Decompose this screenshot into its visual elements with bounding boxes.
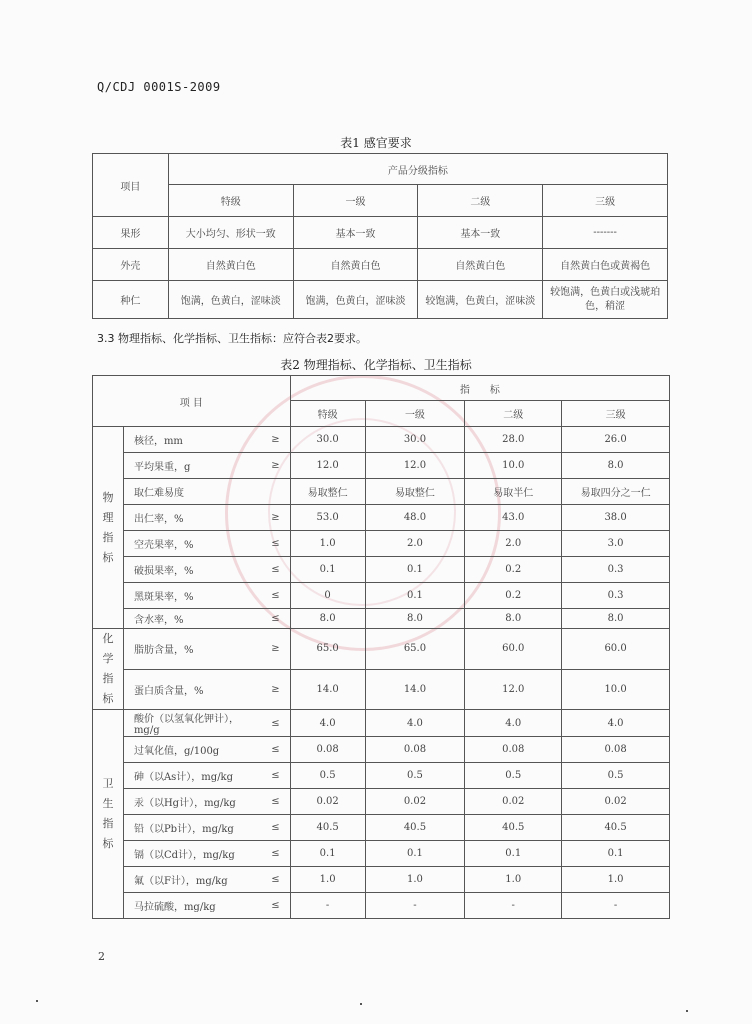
row-label: 马拉硫酸，mg/kg <box>123 893 258 919</box>
table-cell: 4.0 <box>290 710 365 737</box>
table-cell: 0.5 <box>562 763 670 789</box>
table-row <box>93 629 670 670</box>
table2-grade-header: 三级 <box>562 401 670 427</box>
table-cell: 自然黄白色或黄褐色 <box>543 249 668 281</box>
table2-grade-header: 二级 <box>465 401 562 427</box>
table1-grade-header: 一级 <box>293 185 418 217</box>
table-cell: 0 <box>290 583 365 609</box>
table-cell: 0.2 <box>465 583 562 609</box>
table-cell: 40.5 <box>290 815 365 841</box>
table-cell: 60.0 <box>465 629 562 670</box>
table1-grade-header: 二级 <box>418 185 543 217</box>
table-cell: 1.0 <box>562 867 670 893</box>
comparison-operator: ≤ <box>258 815 290 841</box>
table1-caption: 表1 感官要求 <box>340 136 412 150</box>
table-cell: 较饱满，色黄白，涩味淡 <box>418 281 543 319</box>
table-cell: - <box>562 893 670 919</box>
table-cell: 60.0 <box>562 629 670 670</box>
comparison-operator: ≤ <box>258 789 290 815</box>
group-label: 化 学 指 标 <box>93 629 124 710</box>
table-row <box>93 427 670 453</box>
table-row <box>93 453 670 479</box>
scan-speck <box>686 1010 688 1012</box>
table-cell: 0.1 <box>365 841 465 867</box>
table-cell: 易取整仁 <box>290 479 365 505</box>
table-cell: 14.0 <box>365 669 465 710</box>
row-label: 果形 <box>93 217 169 249</box>
table-cell: 0.08 <box>290 737 365 763</box>
table-cell: 2.0 <box>465 531 562 557</box>
table-row <box>93 867 670 893</box>
indicators-table <box>92 375 670 919</box>
table-cell: 0.3 <box>562 583 670 609</box>
table-cell: 0.1 <box>465 841 562 867</box>
comparison-operator: ≤ <box>258 763 290 789</box>
table-cell: 基本一致 <box>418 217 543 249</box>
table-cell: ------- <box>543 217 668 249</box>
table-row <box>93 789 670 815</box>
table-cell: 易取半仁 <box>465 479 562 505</box>
row-label: 黑斑果率，% <box>123 583 258 609</box>
table2-grade-header: 特级 <box>290 401 365 427</box>
table-cell: 易取四分之一仁 <box>562 479 670 505</box>
row-label: 铅（以Pb计），mg/kg <box>123 815 258 841</box>
table-cell: 0.1 <box>365 583 465 609</box>
row-label: 脂肪含量，% <box>123 629 258 670</box>
row-label: 空壳果率，% <box>123 531 258 557</box>
row-label: 平均果重，g <box>123 453 258 479</box>
table-cell: 0.1 <box>562 841 670 867</box>
comparison-operator: ≤ <box>258 893 290 919</box>
table-row <box>93 281 668 319</box>
row-label: 外壳 <box>93 249 169 281</box>
table-cell: 0.02 <box>365 789 465 815</box>
table-row <box>93 505 670 531</box>
table1-group-header: 产品分级指标 <box>168 154 667 185</box>
table-cell: 40.5 <box>365 815 465 841</box>
table-cell: 0.02 <box>562 789 670 815</box>
row-label: 砷（以As计），mg/kg <box>123 763 258 789</box>
table-cell: 0.1 <box>365 557 465 583</box>
table-cell: 10.0 <box>562 669 670 710</box>
row-label: 核径，mm <box>123 427 258 453</box>
table-cell: 4.0 <box>465 710 562 737</box>
table-cell: 30.0 <box>365 427 465 453</box>
comparison-operator: ≤ <box>258 583 290 609</box>
table-cell: 0.5 <box>290 763 365 789</box>
table-cell: 自然黄白色 <box>293 249 418 281</box>
table-cell: 8.0 <box>365 609 465 629</box>
comparison-operator: ≤ <box>258 710 290 737</box>
table-row <box>93 217 668 249</box>
table-cell: 0.02 <box>465 789 562 815</box>
table-cell: 65.0 <box>290 629 365 670</box>
row-label: 出仁率，% <box>123 505 258 531</box>
table-row <box>93 737 670 763</box>
comparison-operator: ≤ <box>258 557 290 583</box>
table-cell: 1.0 <box>290 867 365 893</box>
group-label: 物 理 指 标 <box>93 427 124 629</box>
table-cell: - <box>465 893 562 919</box>
table1-item-header: 项目 <box>93 154 169 217</box>
row-label: 氟（以F计），mg/kg <box>123 867 258 893</box>
comparison-operator: ≤ <box>258 841 290 867</box>
table-cell: 40.5 <box>562 815 670 841</box>
row-label: 过氧化值，g/100g <box>123 737 258 763</box>
table-cell: 12.0 <box>365 453 465 479</box>
table-cell: 自然黄白色 <box>168 249 293 281</box>
table-row <box>93 531 670 557</box>
sensory-requirements-table <box>92 153 668 319</box>
scan-speck <box>36 1000 38 1002</box>
table-cell: 26.0 <box>562 427 670 453</box>
table-cell: 饱满，色黄白，涩味淡 <box>168 281 293 319</box>
table-cell: 1.0 <box>365 867 465 893</box>
table-row <box>93 669 670 710</box>
table-cell: 0.1 <box>290 557 365 583</box>
table1-grade-header: 三级 <box>543 185 668 217</box>
table-cell: 基本一致 <box>293 217 418 249</box>
page-number: 2 <box>98 950 105 963</box>
table-cell: 8.0 <box>290 609 365 629</box>
table-cell: 0.3 <box>562 557 670 583</box>
table1-grade-header: 特级 <box>168 185 293 217</box>
table-cell: 0.08 <box>465 737 562 763</box>
table-cell: - <box>365 893 465 919</box>
table-cell: 8.0 <box>465 609 562 629</box>
table-row <box>93 583 670 609</box>
table-cell: 较饱满，色黄白或浅琥珀色，稍涩 <box>543 281 668 319</box>
table-row <box>93 609 670 629</box>
comparison-operator: ≥ <box>258 629 290 670</box>
row-label: 镉（以Cd计），mg/kg <box>123 841 258 867</box>
row-label: 种仁 <box>93 281 169 319</box>
table-row <box>93 710 670 737</box>
table2-grade-header: 一级 <box>365 401 465 427</box>
document-code: Q/CDJ 0001S-2009 <box>97 80 221 94</box>
comparison-operator: ≤ <box>258 737 290 763</box>
table-cell: - <box>290 893 365 919</box>
table2-group-header: 指 标 <box>290 376 669 401</box>
table-cell: 8.0 <box>562 453 670 479</box>
table2-item-header: 项 目 <box>93 376 291 427</box>
table-cell: 28.0 <box>465 427 562 453</box>
comparison-operator <box>258 479 290 505</box>
comparison-operator: ≥ <box>258 669 290 710</box>
row-label: 酸价（以氢氧化钾计），mg/g <box>123 710 258 737</box>
comparison-operator: ≤ <box>258 531 290 557</box>
table-cell: 40.5 <box>465 815 562 841</box>
table-cell: 3.0 <box>562 531 670 557</box>
table-row <box>93 249 668 281</box>
table-cell: 0.08 <box>365 737 465 763</box>
table-cell: 大小均匀、形状一致 <box>168 217 293 249</box>
group-label: 卫 生 指 标 <box>93 710 124 919</box>
comparison-operator: ≤ <box>258 867 290 893</box>
table-cell: 1.0 <box>465 867 562 893</box>
table-cell: 12.0 <box>290 453 365 479</box>
table-row <box>93 557 670 583</box>
table-cell: 43.0 <box>465 505 562 531</box>
table-cell: 0.02 <box>290 789 365 815</box>
table-row <box>93 893 670 919</box>
table-cell: 饱满，色黄白，涩味淡 <box>293 281 418 319</box>
table-cell: 2.0 <box>365 531 465 557</box>
table-cell: 65.0 <box>365 629 465 670</box>
comparison-operator: ≥ <box>258 427 290 453</box>
table-row <box>93 479 670 505</box>
table-cell: 53.0 <box>290 505 365 531</box>
row-label: 取仁难易度 <box>123 479 258 505</box>
section-3-3-paragraph: 3.3 物理指标、化学指标、卫生指标：应符合表2要求。 <box>97 332 367 345</box>
table-cell: 30.0 <box>290 427 365 453</box>
table-cell: 8.0 <box>562 609 670 629</box>
table-cell: 48.0 <box>365 505 465 531</box>
table-cell: 1.0 <box>290 531 365 557</box>
table-row <box>93 763 670 789</box>
table-cell: 4.0 <box>365 710 465 737</box>
table-cell: 38.0 <box>562 505 670 531</box>
table-cell: 0.5 <box>465 763 562 789</box>
table-cell: 0.08 <box>562 737 670 763</box>
comparison-operator: ≤ <box>258 609 290 629</box>
comparison-operator: ≥ <box>258 505 290 531</box>
comparison-operator: ≥ <box>258 453 290 479</box>
table-row <box>93 815 670 841</box>
row-label: 含水率，% <box>123 609 258 629</box>
table-cell: 0.5 <box>365 763 465 789</box>
row-label: 蛋白质含量，% <box>123 669 258 710</box>
scan-speck <box>360 1003 362 1005</box>
table-cell: 10.0 <box>465 453 562 479</box>
table-cell: 4.0 <box>562 710 670 737</box>
table-cell: 自然黄白色 <box>418 249 543 281</box>
table-row <box>93 841 670 867</box>
table2-caption: 表2 物理指标、化学指标、卫生指标 <box>280 358 472 372</box>
table-cell: 0.2 <box>465 557 562 583</box>
table-cell: 12.0 <box>465 669 562 710</box>
row-label: 破损果率，% <box>123 557 258 583</box>
table-cell: 0.1 <box>290 841 365 867</box>
row-label: 汞（以Hg计），mg/kg <box>123 789 258 815</box>
table-cell: 易取整仁 <box>365 479 465 505</box>
table-cell: 14.0 <box>290 669 365 710</box>
